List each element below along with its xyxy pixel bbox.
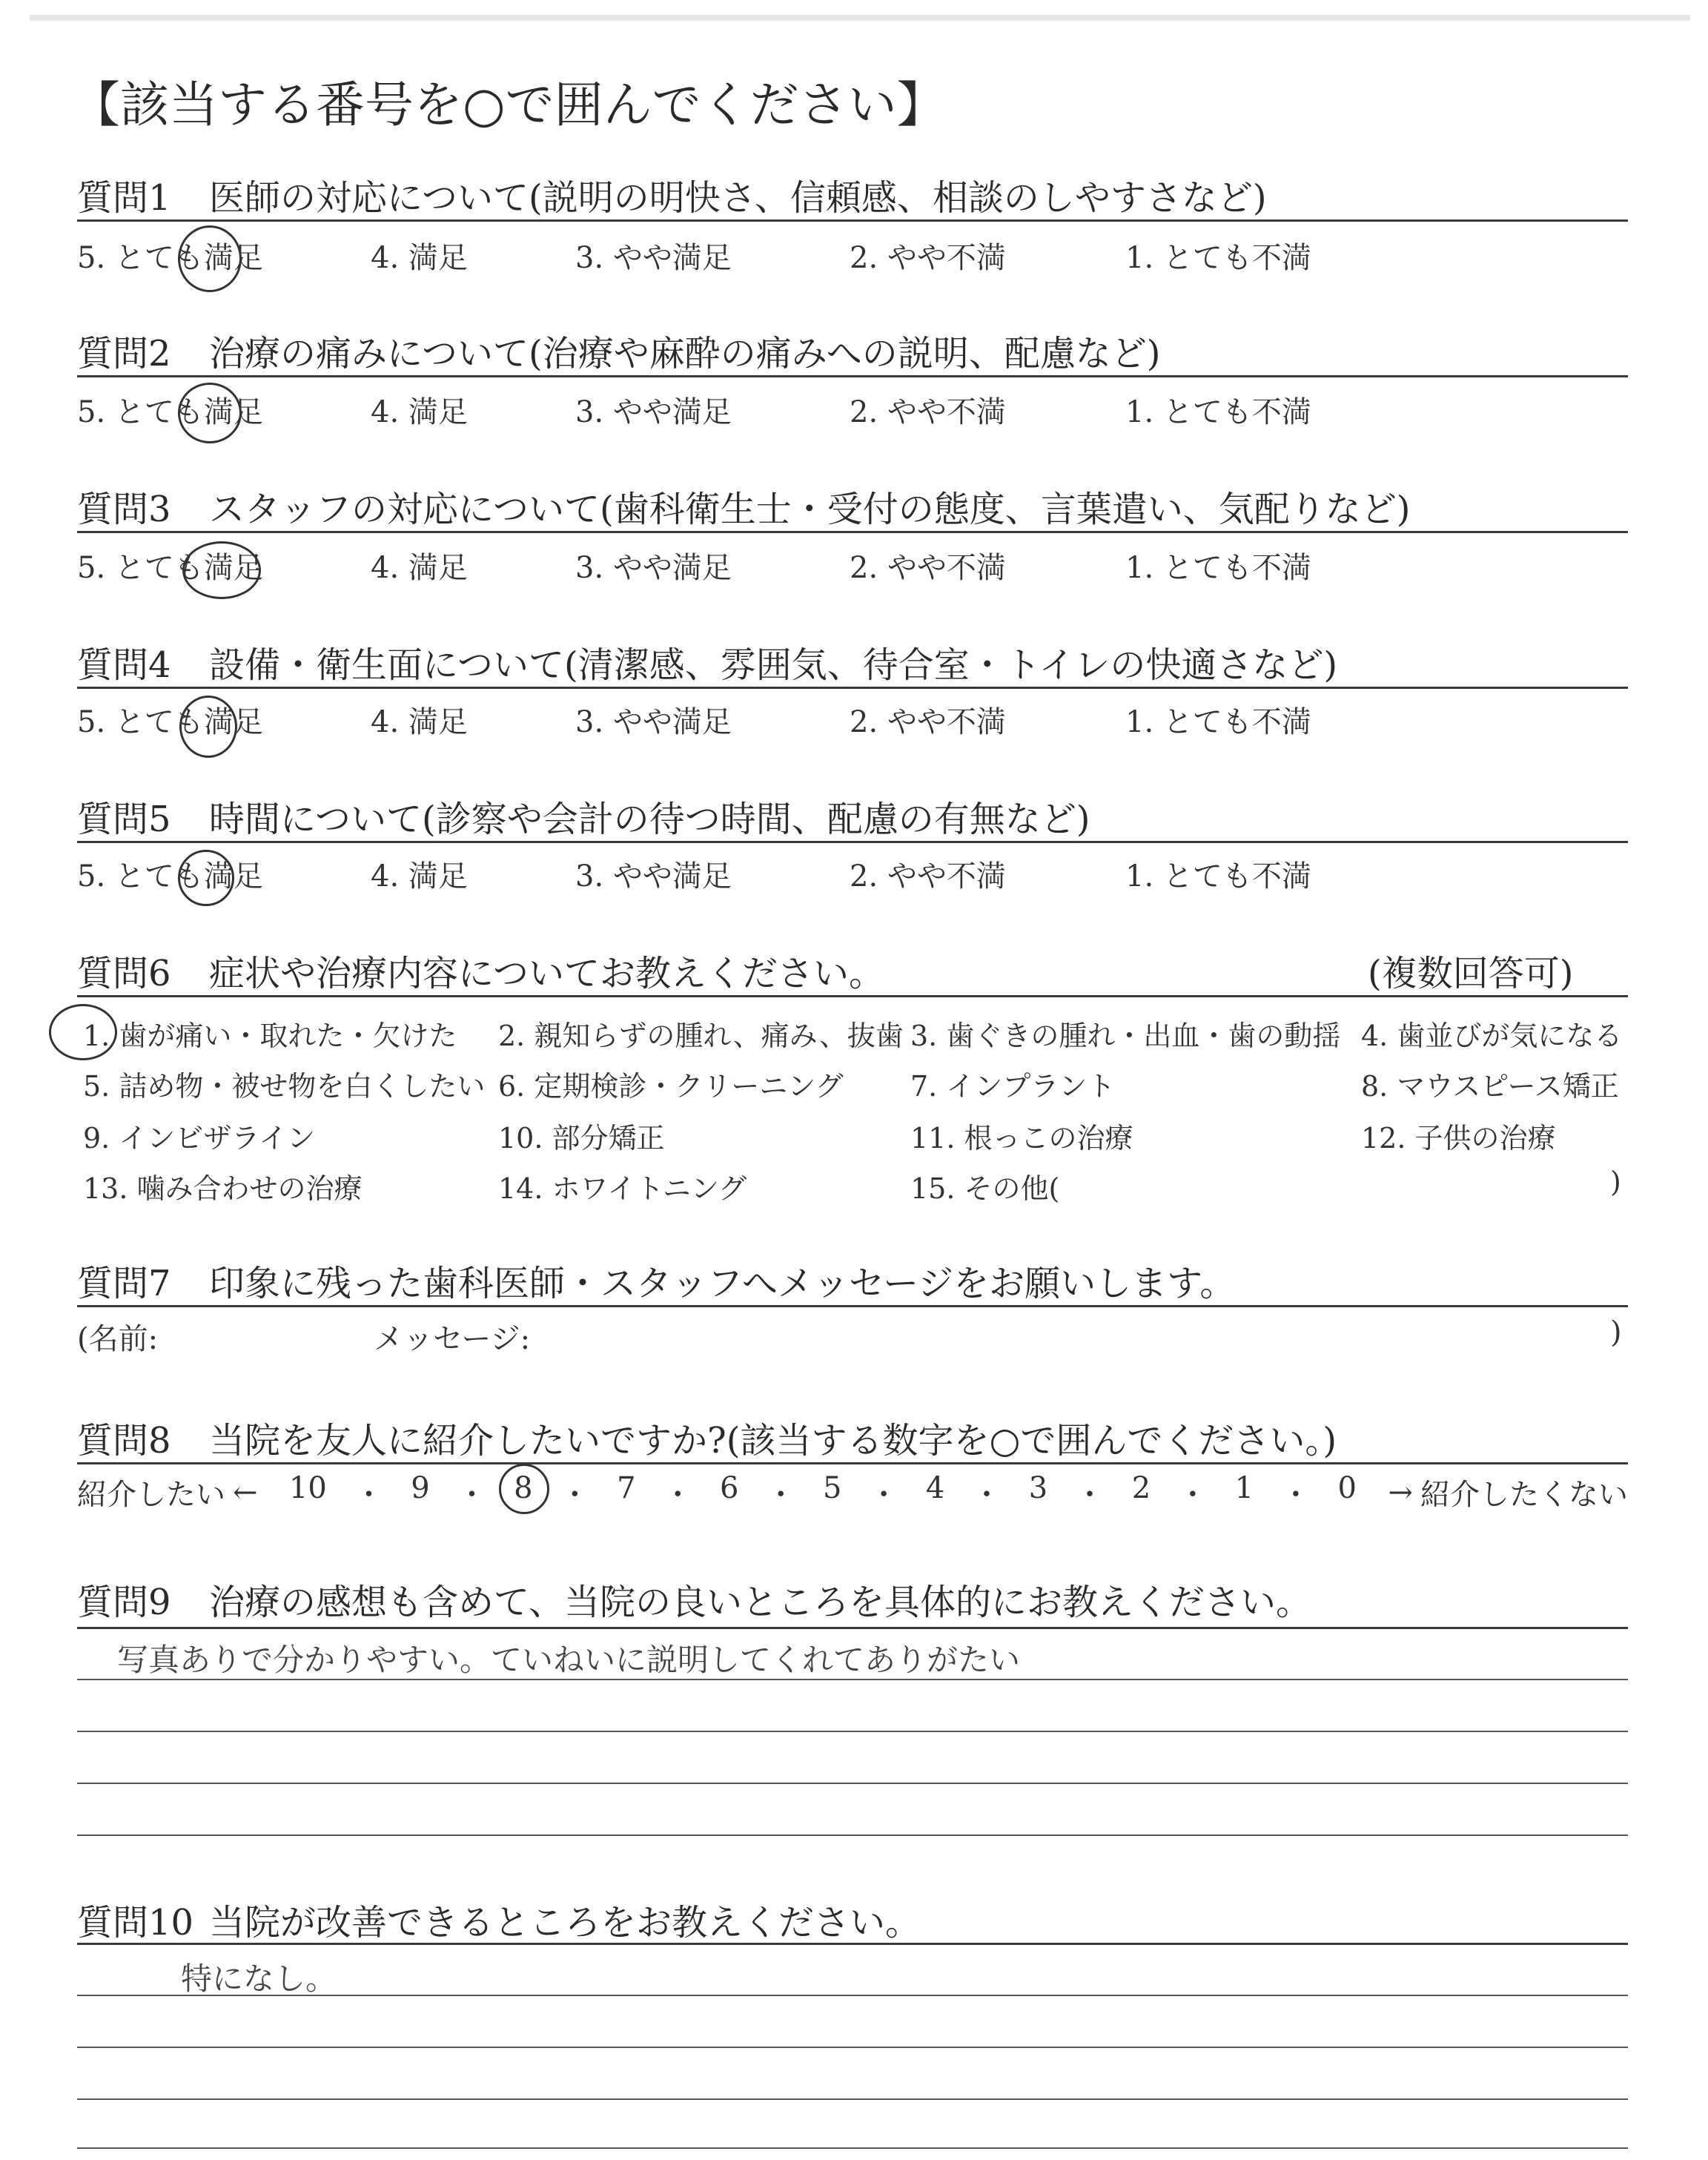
question-1 xyxy=(77,169,1267,220)
question-6-number: 質問6 xyxy=(77,953,171,994)
scale-separator: ・ xyxy=(869,1478,899,1512)
q3-option-5[interactable]: 5. とても満足 xyxy=(77,551,263,585)
scale-value-3[interactable]: 3 xyxy=(1028,1471,1048,1505)
q1-option-2[interactable]: 2. やや不満 xyxy=(850,241,1006,275)
q2-option-4[interactable]: 4. 満足 xyxy=(371,395,468,429)
question-1-rule xyxy=(77,219,1628,222)
question-4-rule xyxy=(77,687,1628,689)
question-9-text: 治療の感想も含めて、当院の良いところを具体的にお教えください。 xyxy=(209,1582,1312,1623)
q6-option-3[interactable]: 3. 歯ぐきの腫れ・出血・歯の動揺 xyxy=(910,1020,1341,1052)
question-8-rule xyxy=(77,1462,1628,1464)
scale-value-8[interactable]: 8 xyxy=(514,1471,532,1513)
left-arrow-icon: ← xyxy=(233,1475,258,1510)
q7-message-label: メッセージ: xyxy=(374,1322,531,1356)
q2-option-2[interactable]: 2. やや不満 xyxy=(850,395,1006,429)
scale-right-label: 紹介したくない xyxy=(1420,1478,1628,1512)
q6-option-14[interactable]: 14. ホワイトニング xyxy=(498,1172,747,1205)
scale-value-9[interactable]: 9 xyxy=(411,1471,430,1505)
q9-handwritten-answer[interactable]: 写真ありで分かりやすい。ていねいに説明してくれてありがたい xyxy=(117,1642,1021,1678)
scale-value-5[interactable]: 5 xyxy=(822,1471,842,1505)
scale-value-4[interactable]: 4 xyxy=(925,1471,945,1505)
question-5-number: 質問5 xyxy=(77,799,171,840)
question-9 xyxy=(77,1573,1311,1625)
question-2 xyxy=(77,325,1161,376)
answer-line xyxy=(77,2147,1628,2149)
scale-value-2[interactable]: 2 xyxy=(1131,1471,1151,1505)
q6-option-7[interactable]: 7. インプラント xyxy=(910,1070,1116,1103)
selection-circle xyxy=(178,850,234,906)
q7-close-paren: ) xyxy=(1610,1315,1622,1350)
q2-option-3[interactable]: 3. やや満足 xyxy=(575,395,732,429)
q5-option-1[interactable]: 1. とても不満 xyxy=(1125,859,1311,894)
q4-option-1[interactable]: 1. とても不満 xyxy=(1125,705,1311,739)
question-5 xyxy=(77,790,1090,842)
scan-top-edge xyxy=(30,15,1690,21)
q6-option-10[interactable]: 10. 部分矯正 xyxy=(498,1122,665,1155)
question-5-rule xyxy=(77,841,1628,843)
q2-option-1[interactable]: 1. とても不満 xyxy=(1125,395,1311,429)
question-2-rule xyxy=(77,375,1628,377)
selection-circle xyxy=(499,1464,549,1514)
q6-option-6[interactable]: 6. 定期検診・クリーニング xyxy=(498,1070,844,1103)
q10-handwritten-answer[interactable]: 特になし。 xyxy=(181,1961,337,1997)
scale-separator: ・ xyxy=(457,1478,487,1512)
question-4 xyxy=(77,636,1337,687)
selection-circle xyxy=(178,225,242,292)
question-5-text: 時間について(診察や会計の待つ時間、配慮の有無など) xyxy=(209,799,1090,840)
q6-option-13[interactable]: 13. 噛み合わせの治療 xyxy=(83,1172,363,1205)
q4-option-5[interactable]: 5. とても満足 xyxy=(77,705,263,739)
question-7 xyxy=(77,1255,1235,1306)
question-8 xyxy=(77,1412,1337,1463)
selection-circle xyxy=(49,1004,117,1060)
question-10-rule xyxy=(77,1943,1628,1945)
q4-option-2[interactable]: 2. やや不満 xyxy=(850,705,1006,739)
question-4-number: 質問4 xyxy=(77,644,171,686)
q1-option-3[interactable]: 3. やや満足 xyxy=(575,241,732,275)
q6-option-12[interactable]: 12. 子供の治療 xyxy=(1361,1122,1556,1155)
question-7-text: 印象に残った歯科医師・スタッフへメッセージをお願いします。 xyxy=(209,1263,1236,1304)
q6-other-close-paren: ) xyxy=(1610,1166,1621,1198)
answer-line xyxy=(77,1731,1628,1732)
question-9-number: 質問9 xyxy=(77,1582,171,1623)
scale-value-10[interactable]: 10 xyxy=(288,1471,327,1505)
q5-option-2[interactable]: 2. やや不満 xyxy=(850,859,1006,894)
question-10-text: 当院が改善できるところをお教えください。 xyxy=(209,1902,921,1943)
question-2-number: 質問2 xyxy=(77,333,171,374)
question-8-number: 質問8 xyxy=(77,1420,171,1462)
scale-separator: ・ xyxy=(663,1478,693,1512)
scale-value-7[interactable]: 7 xyxy=(617,1471,636,1505)
question-1-number: 質問1 xyxy=(77,177,171,219)
question-3 xyxy=(77,480,1411,532)
scale-separator: ・ xyxy=(972,1478,1002,1512)
question-8-text: 当院を友人に紹介したいですか?(該当する数字を○で囲んでください。) xyxy=(209,1420,1337,1462)
q6-option-5[interactable]: 5. 詰め物・被せ物を白くしたい xyxy=(83,1070,486,1103)
q1-option-4[interactable]: 4. 満足 xyxy=(371,241,468,275)
scale-value-0[interactable]: 0 xyxy=(1337,1471,1357,1505)
question-3-text: スタッフの対応について(歯科衛生士・受付の態度、言葉遣い、気配りなど) xyxy=(209,489,1411,530)
scale-separator: ・ xyxy=(1074,1478,1105,1512)
scale-value-6[interactable]: 6 xyxy=(720,1471,739,1505)
q3-option-1[interactable]: 1. とても不満 xyxy=(1125,551,1311,585)
referral-scale xyxy=(77,1471,1628,1513)
question-6-hint: (複数回答可) xyxy=(1368,953,1574,994)
answer-line xyxy=(77,1783,1628,1784)
q6-option-4[interactable]: 4. 歯並びが気になる xyxy=(1361,1020,1623,1052)
scale-separator: ・ xyxy=(766,1478,796,1512)
right-arrow-icon: → xyxy=(1388,1475,1413,1510)
q6-option-15[interactable]: 15. その他( xyxy=(910,1172,1060,1205)
q6-option-11[interactable]: 11. 根っこの治療 xyxy=(910,1122,1133,1155)
question-7-rule xyxy=(77,1305,1628,1307)
question-4-text: 設備・衛生面について(清潔感、雰囲気、待合室・トイレの快適さなど) xyxy=(209,644,1338,686)
q1-option-1[interactable]: 1. とても不満 xyxy=(1125,241,1311,275)
q2-option-5[interactable]: 5. とても満足 xyxy=(77,395,263,429)
selection-circle xyxy=(179,696,237,758)
scale-separator: ・ xyxy=(560,1478,590,1512)
scale-left-label: 紹介したい xyxy=(77,1478,225,1512)
question-6-text: 症状や治療内容についてお教えください。 xyxy=(209,953,885,994)
question-1-text: 医師の対応について(説明の明快さ、信頼感、相談のしやすさなど) xyxy=(209,177,1267,219)
q6-option-8[interactable]: 8. マウスピース矯正 xyxy=(1361,1070,1619,1103)
q6-option-9[interactable]: 9. インビザライン xyxy=(83,1122,316,1155)
q3-option-2[interactable]: 2. やや不満 xyxy=(850,551,1006,585)
scale-values xyxy=(265,1471,1381,1513)
question-9-rule xyxy=(77,1627,1628,1629)
question-3-rule xyxy=(77,531,1628,533)
q1-option-5[interactable]: 5. とても満足 xyxy=(77,241,263,275)
answer-line xyxy=(77,1834,1628,1836)
q4-option-4[interactable]: 4. 満足 xyxy=(371,705,468,739)
question-7-number: 質問7 xyxy=(77,1263,171,1304)
scale-separator: ・ xyxy=(1177,1478,1208,1512)
scale-separator: ・ xyxy=(1280,1478,1311,1512)
q6-option-1[interactable]: 1. 歯が痛い・取れた・欠けた xyxy=(83,1020,457,1052)
question-3-number: 質問3 xyxy=(77,489,171,530)
selection-circle xyxy=(178,383,242,443)
scale-value-1[interactable]: 1 xyxy=(1234,1471,1254,1505)
selection-circle xyxy=(182,541,261,599)
answer-line xyxy=(77,1995,1628,1996)
answer-line xyxy=(77,2098,1628,2100)
q7-name-label: (名前: xyxy=(77,1322,159,1356)
q3-option-3[interactable]: 3. やや満足 xyxy=(575,551,732,585)
q3-option-4[interactable]: 4. 満足 xyxy=(371,551,468,585)
q5-option-4[interactable]: 4. 満足 xyxy=(371,859,468,894)
question-10 xyxy=(77,1894,921,1945)
answer-line xyxy=(77,1679,1628,1680)
q4-option-3[interactable]: 3. やや満足 xyxy=(575,705,732,739)
question-6 xyxy=(77,945,884,996)
q5-option-3[interactable]: 3. やや満足 xyxy=(575,859,732,894)
question-10-number: 質問10 xyxy=(77,1902,194,1943)
question-6-rule xyxy=(77,995,1628,997)
scale-separator: ・ xyxy=(354,1478,384,1512)
answer-line xyxy=(77,2047,1628,2048)
form-title: 【該当する番号を○で囲んでください】 xyxy=(71,76,946,133)
question-2-text: 治療の痛みについて(治療や麻酔の痛みへの説明、配慮など) xyxy=(209,333,1161,374)
q5-option-5[interactable]: 5. とても満足 xyxy=(77,859,263,894)
q6-option-2[interactable]: 2. 親知らずの腫れ、痛み、抜歯 xyxy=(498,1020,904,1052)
